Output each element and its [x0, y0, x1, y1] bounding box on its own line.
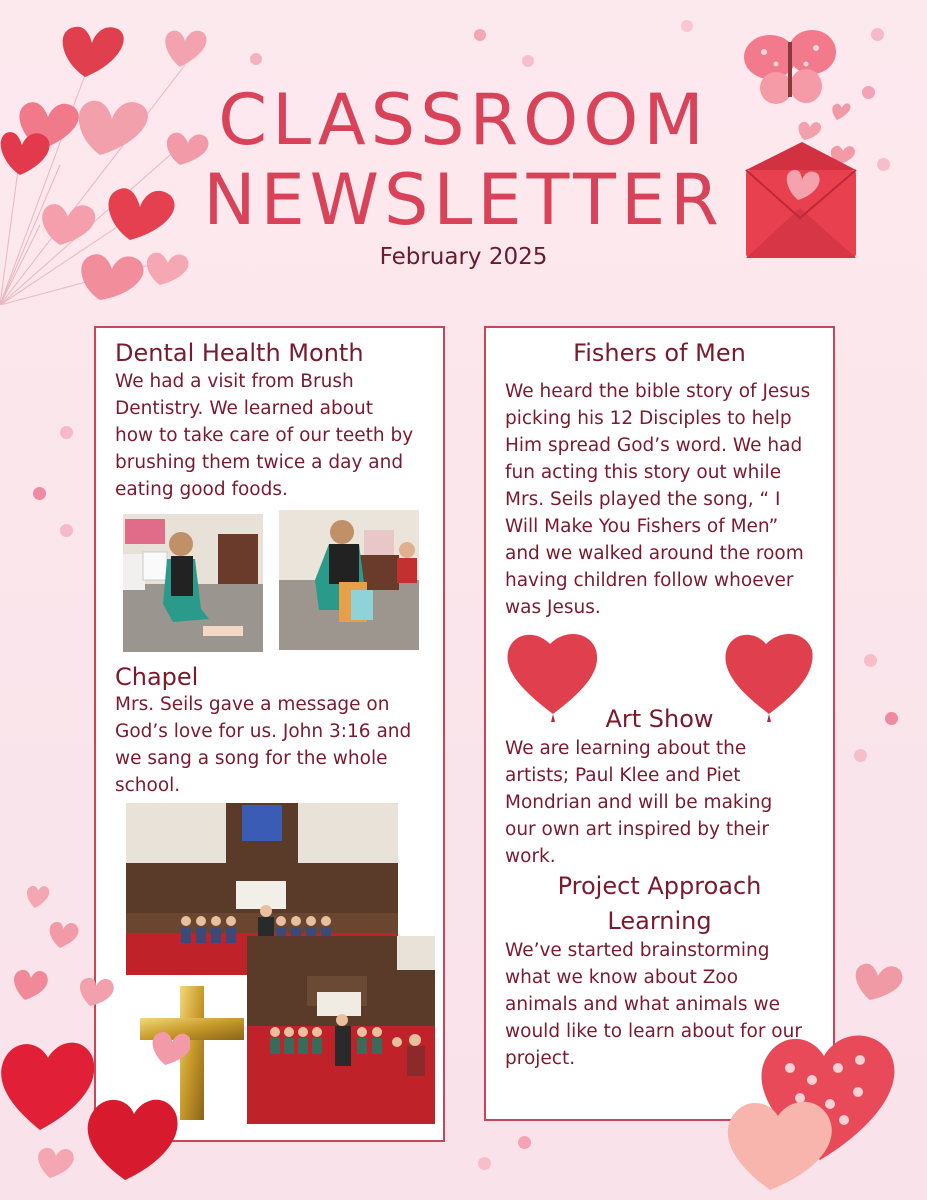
hearts-cluster-left-decoration [0, 880, 190, 1200]
dental-health-text: We had a visit from Brush Dentistry. We learned about how to take care of our teeth by brushing them twice a day and eating good foods. [115, 371, 414, 500]
newsletter-title-line1: CLASSROOM [218, 79, 709, 161]
heart-balloons-decoration [0, 15, 215, 305]
art-show-text: We are learning about the artists; Paul Klee and Piet Mondrian and will be making our own art inspired by their work. [505, 738, 773, 867]
art-show-heading: Art Show [605, 705, 714, 733]
project-approach-heading-line2: Learning [607, 907, 712, 935]
fishers-of-men-heading: Fishers of Men [573, 339, 746, 367]
fishers-of-men-text: We heard the bible story of Jesus picking his 12 Disciples to help Him spread God’s word. We had fun acting this story out while Mrs. Seils played the song, “ I Will Make You Fishers of Men” and we walked around the room having children follow whoever was Jesus. [505, 381, 811, 618]
butterfly-icon [740, 22, 840, 112]
chapel-heading: Chapel [115, 663, 199, 691]
dental-photo-2 [279, 510, 419, 650]
love-envelope-icon [742, 100, 867, 265]
newsletter-title-line2: NEWSLETTER [203, 159, 724, 241]
project-approach-text: We’ve started brainstorming what we know about Zoo animals and what animals we would like to learn about for our project. [505, 940, 802, 1069]
newsletter-date: February 2025 [379, 244, 548, 270]
project-approach-heading-line1: Project Approach [557, 872, 762, 900]
dental-photo-1 [123, 514, 263, 652]
chapel-photo-2 [247, 936, 435, 1124]
hearts-cluster-right-decoration [720, 940, 927, 1200]
dental-health-heading: Dental Health Month [115, 339, 364, 367]
chapel-text: Mrs. Seils gave a message on God’s love for us. John 3:16 and we sang a song for the whole school. [115, 694, 412, 796]
